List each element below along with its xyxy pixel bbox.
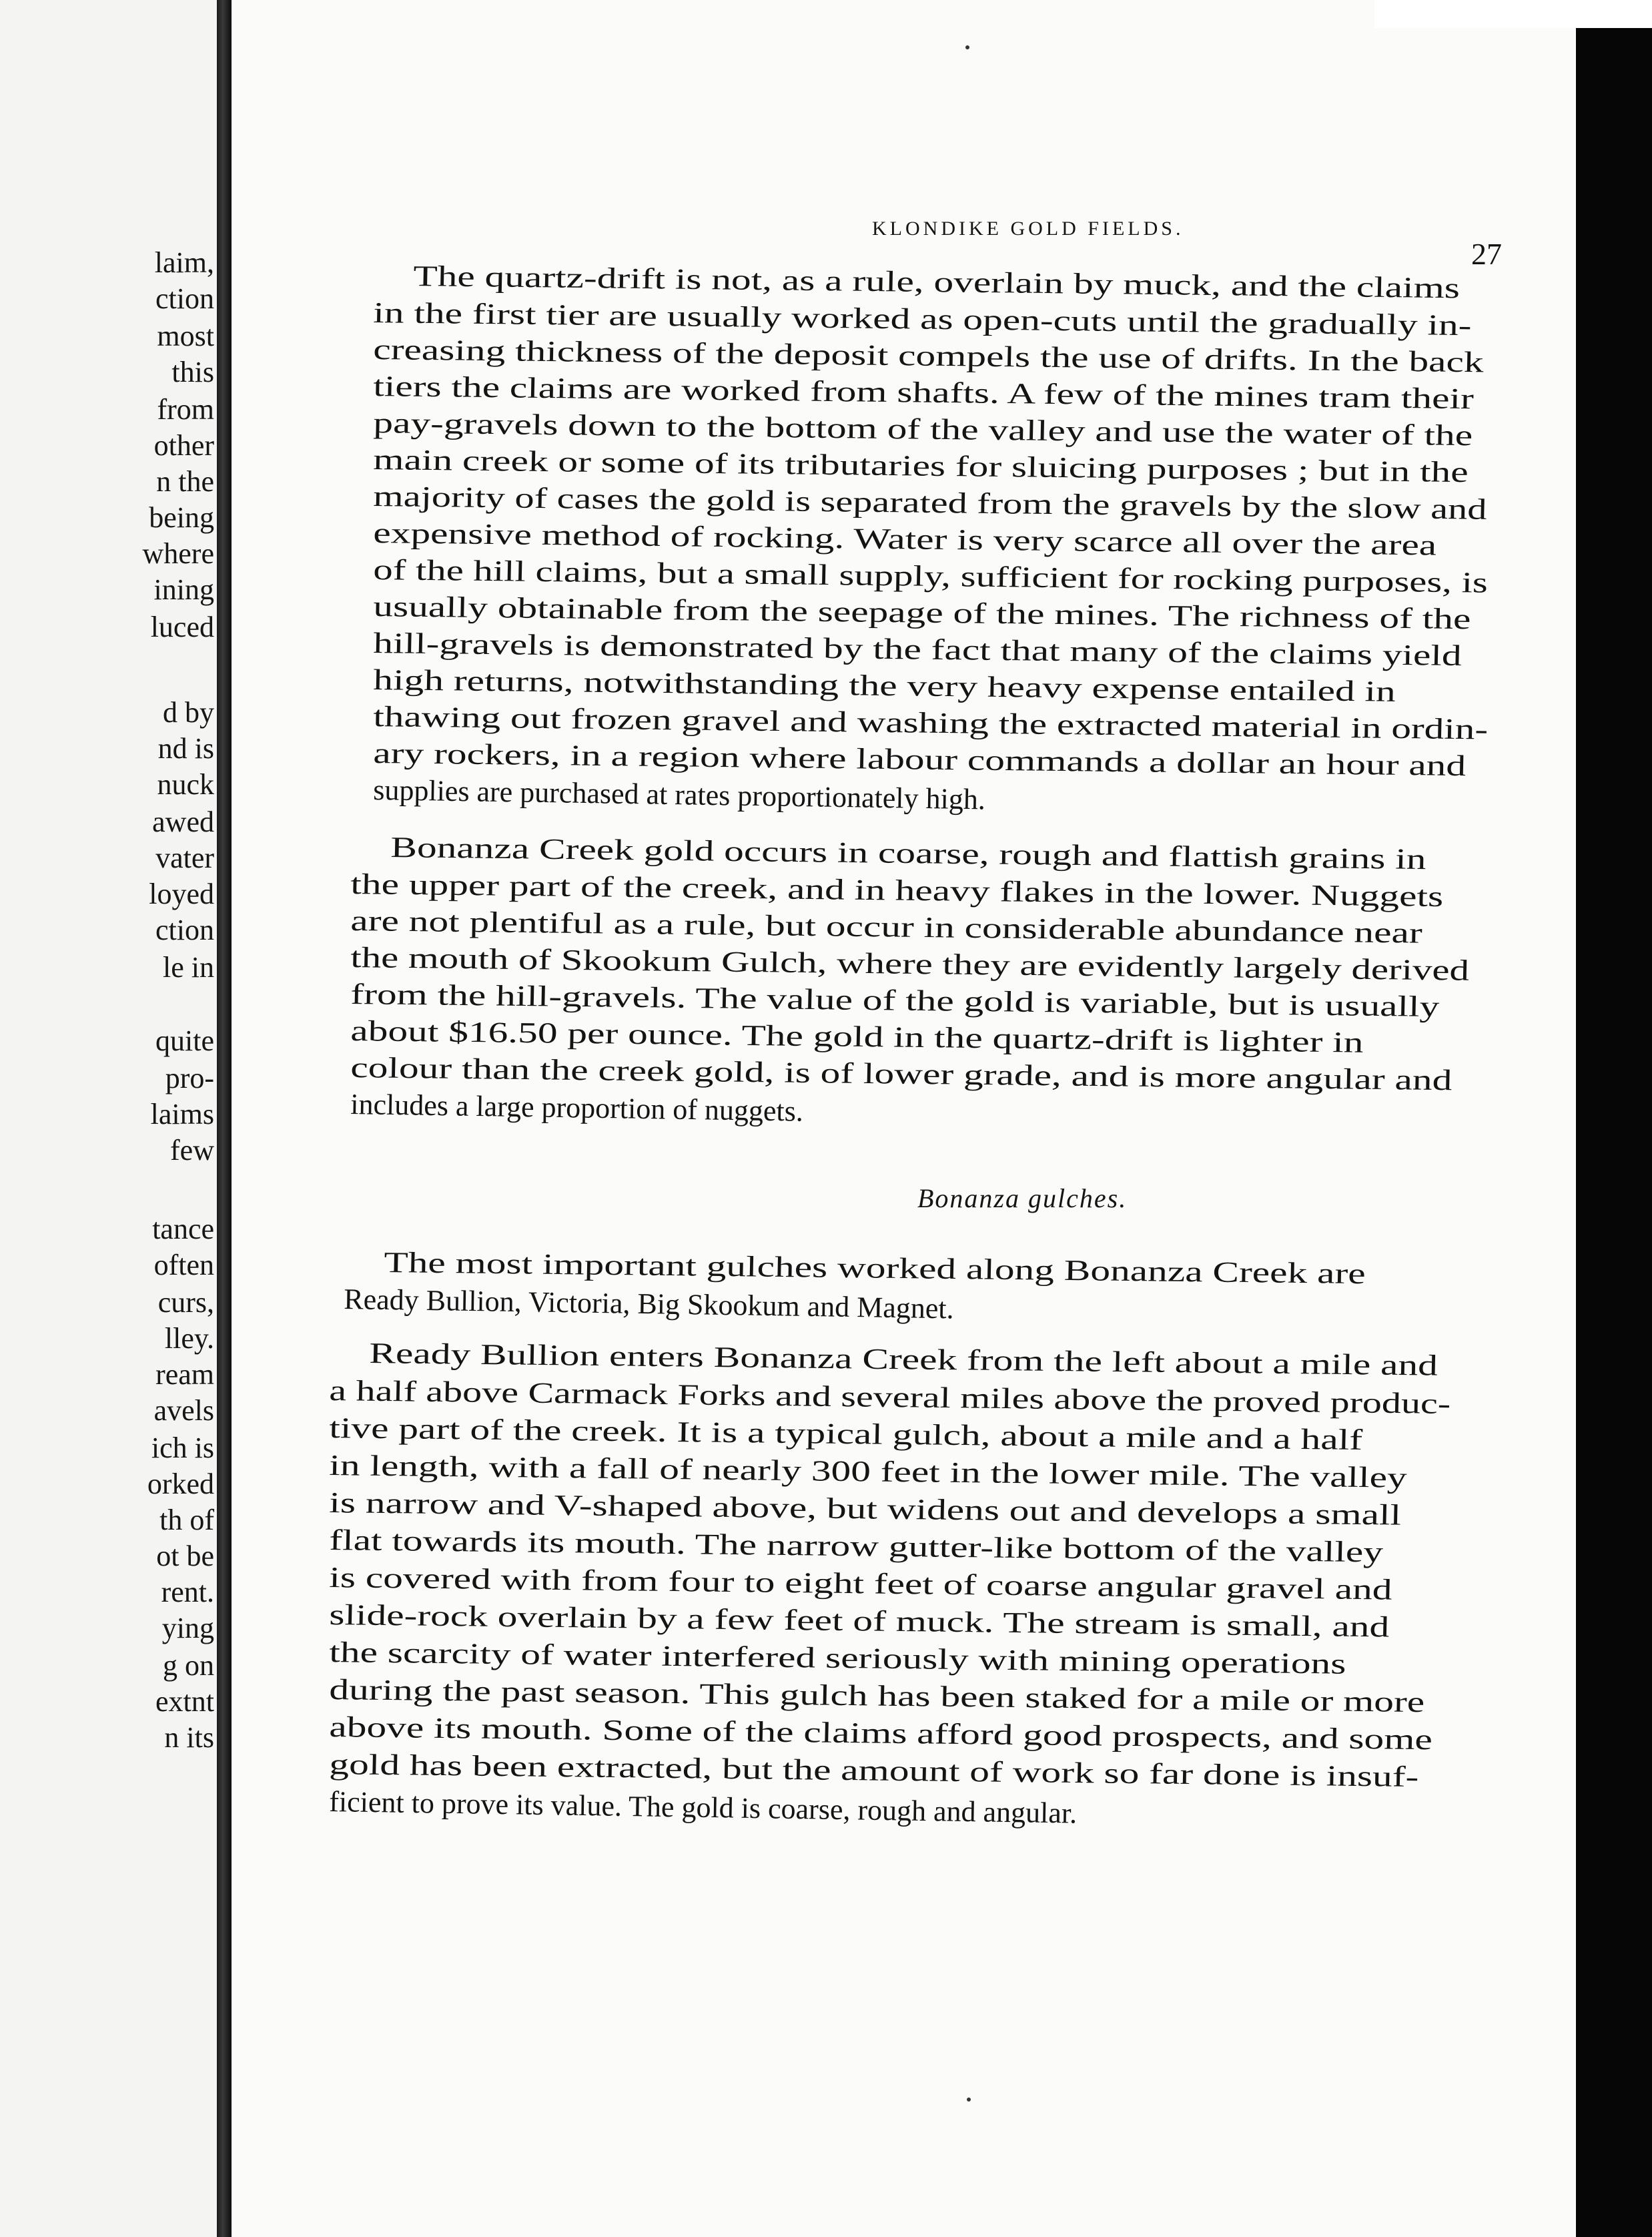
left-page-line: ot be bbox=[156, 1540, 214, 1572]
left-page-line: pro- bbox=[165, 1062, 214, 1094]
text-line: of the hill claims, but a small supply, sufficient for rocking purposes, is bbox=[372, 553, 1489, 599]
page-number: 27 bbox=[1471, 237, 1502, 271]
text-line: usually obtainable from the seepage of the mines. The richness of the bbox=[372, 590, 1471, 636]
left-page-line: tance bbox=[152, 1213, 214, 1245]
left-page-line: quite bbox=[155, 1024, 214, 1057]
top-scan-band bbox=[1374, 0, 1652, 28]
text-line: a half above Carmack Forks and several miles above the proved produc- bbox=[328, 1374, 1451, 1421]
left-page-line: awed bbox=[152, 806, 214, 838]
scan-speck bbox=[965, 45, 969, 49]
text-line: slide-rock overlain by a few feet of muck. The stream is small, and bbox=[328, 1598, 1390, 1644]
text-line: Bonanza Creek gold occurs in coarse, rough and flattish grains in bbox=[390, 831, 1427, 876]
left-page-line: rent. bbox=[161, 1576, 214, 1608]
text-line: The quartz-drift is not, as a rule, overlain by muck, and the claims bbox=[412, 260, 1461, 305]
left-page-line: d by bbox=[163, 696, 214, 729]
text-line: supplies are purchased at rates proportionately high. bbox=[372, 773, 986, 816]
left-page-line: vater bbox=[155, 842, 214, 874]
left-page-line: n its bbox=[164, 1721, 214, 1754]
text-line: majority of cases the gold is separated from the gravels by the slow and bbox=[372, 480, 1487, 526]
left-page-line: laims bbox=[150, 1098, 214, 1131]
left-page-line: most bbox=[157, 320, 214, 352]
left-page-line: from bbox=[157, 393, 214, 426]
gutter-shadow bbox=[217, 0, 232, 2237]
left-page-line: g on bbox=[163, 1649, 214, 1682]
left-facing-page bbox=[0, 0, 217, 2237]
text-line: during the past season. This gulch has been staked for a mile or more bbox=[328, 1673, 1425, 1719]
left-page-line: other bbox=[153, 429, 214, 462]
left-page-line: extnt bbox=[155, 1685, 214, 1718]
text-line: the scarcity of water interfered seriously with mining operations bbox=[328, 1636, 1346, 1680]
text-line: creasing thickness of the deposit compels the use of drifts. In the back bbox=[372, 333, 1485, 379]
left-page-line: ying bbox=[161, 1612, 214, 1644]
left-page-line: often bbox=[153, 1249, 214, 1281]
text-line: in the first tier are usually worked as open-cuts until the gradually in- bbox=[372, 296, 1473, 342]
text-line: is covered with from four to eight feet of coarse angular gravel and bbox=[328, 1561, 1393, 1606]
left-page-line: n the bbox=[156, 465, 214, 498]
text-line: about $16.50 per ounce. The gold in the quartz-drift is lighter in bbox=[350, 1014, 1364, 1059]
left-page-line: being bbox=[149, 501, 214, 534]
text-line: are not plentiful as a rule, but occur in considerable abundance near bbox=[350, 904, 1423, 950]
left-page-line: laim, bbox=[154, 246, 214, 279]
right-scan-edge bbox=[1576, 0, 1652, 2237]
scan-speck bbox=[967, 2098, 971, 2102]
left-page-line: nd is bbox=[157, 732, 214, 765]
left-page-line: le in bbox=[163, 951, 214, 984]
text-line: hill-gravels is demonstrated by the fact that many of the claims yield bbox=[372, 627, 1463, 672]
text-line: high returns, notwithstanding the very heavy expense entailed in bbox=[372, 663, 1396, 708]
text-line: pay-gravels down to the bottom of the valley and use the water of the bbox=[372, 406, 1473, 452]
section-heading: Bonanza gulches. bbox=[917, 1183, 1128, 1213]
text-line: main creek or some of its tributaries for sluicing purposes ; but in the bbox=[372, 443, 1469, 489]
left-page-line: loyed bbox=[149, 878, 214, 910]
text-line: ficient to prove its value. The gold is coarse, rough and angular. bbox=[328, 1785, 1078, 1830]
left-page-line: luced bbox=[150, 611, 214, 643]
left-page-line: orked bbox=[147, 1468, 214, 1500]
main-page bbox=[232, 0, 1576, 2237]
left-page-line: curs, bbox=[157, 1286, 214, 1319]
left-page-line: th of bbox=[159, 1504, 214, 1536]
text-line: Ready Bullion, Victoria, Big Skookum and Magnet. bbox=[343, 1283, 954, 1325]
text-line: expensive method of rocking. Water is very scarce all over the area bbox=[372, 517, 1437, 562]
running-head: KLONDIKE GOLD FIELDS. bbox=[872, 218, 1184, 240]
text-line: is narrow and V-shaped above, but widens out and develops a small bbox=[328, 1486, 1402, 1532]
left-page-line: where bbox=[142, 537, 214, 570]
text-line: above its mouth. Some of the claims afford good prospects, and some bbox=[328, 1710, 1433, 1756]
left-page-line: nuck bbox=[157, 768, 214, 801]
text-line: tiers the claims are worked from shafts. A few of the mines tram their bbox=[372, 370, 1475, 416]
left-page-line: ich is bbox=[151, 1431, 214, 1464]
text-line: includes a large proportion of nuggets. bbox=[350, 1088, 804, 1128]
left-page-line: lley. bbox=[164, 1322, 214, 1355]
left-page-line: ining bbox=[153, 573, 214, 606]
left-page-line: few bbox=[170, 1134, 214, 1167]
text-line: tive part of the creek. It is a typical gulch, about a mile and a half bbox=[328, 1411, 1363, 1457]
left-page-line: ction bbox=[155, 282, 214, 315]
text-line: the upper part of the creek, and in heavy flakes in the lower. Nuggets bbox=[350, 868, 1444, 914]
text-line: ary rockers, in a region where labour commands a dollar an hour and bbox=[372, 737, 1467, 783]
text-line: gold has been extracted, but the amount of work so far done is insuf- bbox=[328, 1748, 1419, 1794]
left-page-line: avels bbox=[153, 1394, 214, 1427]
text-line: Ready Bullion enters Bonanza Creek from the left about a mile and bbox=[368, 1337, 1438, 1382]
text-line: colour than the creek gold, is of lower grade, and is more angular and bbox=[350, 1051, 1453, 1097]
text-line: thawing out frozen gravel and washing the extracted material in ordin- bbox=[372, 700, 1489, 746]
text-line: from the hill-gravels. The value of the gold is variable, but is usually bbox=[350, 978, 1440, 1023]
left-page-line: ream bbox=[155, 1358, 214, 1391]
text-line: the mouth of Skookum Gulch, where they are evidently largely derived bbox=[350, 941, 1470, 987]
text-line: in length, with a fall of nearly 300 feet in the lower mile. The valley bbox=[328, 1449, 1408, 1494]
left-page-line: ction bbox=[155, 914, 214, 946]
text-line: The most important gulches worked along Bonanza Creek are bbox=[383, 1246, 1366, 1291]
left-page-line: this bbox=[171, 356, 214, 388]
text-line: flat towards its mouth. The narrow gutter-like bottom of the valley bbox=[328, 1524, 1384, 1569]
